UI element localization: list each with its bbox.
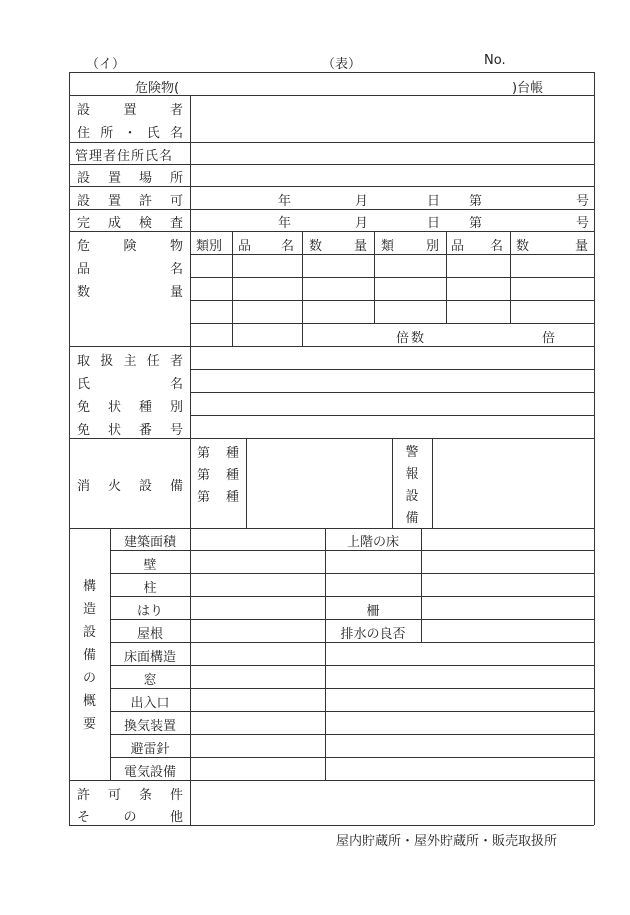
manager-label: 管理者住所氏名 [75, 149, 174, 164]
col-type: 類別 [196, 239, 223, 254]
structure-item: 床面構造 [123, 650, 176, 665]
license-number-label: 免 状 番 号 [77, 423, 183, 438]
upper-floor-label: 上階の床 [346, 535, 399, 550]
inspection-no: 第 [469, 216, 483, 231]
col-qty2: 数 量 [516, 239, 588, 254]
structure-item: 柱 [143, 581, 157, 596]
fire-kind-3: 第 種 [197, 490, 239, 505]
form-number-label: No. [484, 53, 506, 68]
handler-name-label: 氏 名 [77, 377, 183, 392]
fire-equipment-label: 消 火 設 備 [77, 479, 183, 494]
col-type2: 類 別 [381, 239, 439, 254]
inspection-month: 月 [355, 216, 369, 231]
col-qty: 数 量 [309, 239, 367, 254]
structure-item: はり [136, 604, 163, 619]
inspection-day: 日 [427, 216, 441, 231]
hazmat-qty-label: 数 量 [77, 285, 183, 300]
location-label: 設 置 場 所 [77, 171, 183, 186]
structure-item: 窓 [143, 673, 157, 688]
structure-item: 避雷針 [130, 742, 170, 757]
hazmat-label: 危 険 物 [77, 239, 183, 254]
conditions-label: 許 可 条 件 [77, 788, 183, 803]
drainage-label: 排水の良否 [340, 627, 406, 642]
conditions-other-label: そ の 他 [77, 810, 183, 825]
installer-label: 設 置 者 [77, 103, 183, 118]
handler-label: 取 扱 主 任 者 [77, 354, 183, 369]
col-name2: 品 名 [451, 239, 503, 254]
structure-item: 換気装置 [123, 719, 176, 734]
permit-day: 日 [427, 194, 441, 209]
form-side-label: （表） [322, 57, 362, 72]
multiple-label: 倍数 [396, 331, 427, 346]
inspection-year: 年 [278, 216, 292, 231]
permit-go: 号 [576, 194, 590, 209]
structure-item: 電気設備 [123, 765, 176, 780]
form-label-left: （イ） [86, 57, 126, 72]
license-type-label: 免 状 種 別 [77, 400, 183, 415]
structure-item: 屋根 [136, 627, 163, 642]
permit-no: 第 [469, 194, 483, 209]
structure-item: 出入口 [130, 696, 170, 711]
col-name: 品 名 [238, 239, 294, 254]
fire-kind-1: 第 種 [197, 446, 239, 461]
facility-type-footer: 屋内貯蔵所・屋外貯蔵所・販売取扱所 [336, 834, 558, 849]
installer-address-label: 住 所 ・ 氏 名 [77, 126, 183, 141]
fire-kind-2: 第 種 [197, 468, 239, 483]
hazmat-name-label: 品 名 [77, 262, 183, 277]
structure-item: 建築面積 [123, 535, 176, 550]
form-title-prefix: 危険物( [135, 81, 180, 96]
form-title-suffix: )台帳 [512, 81, 544, 96]
inspection-go: 号 [576, 216, 590, 231]
permit-year: 年 [278, 194, 292, 209]
fence-label: 柵 [366, 604, 380, 619]
permit-month: 月 [355, 194, 369, 209]
permit-label: 設 置 許 可 [77, 194, 183, 209]
inspection-label: 完 成 検 査 [77, 216, 183, 231]
alarm-equipment-label: 警 報 設 備 [405, 445, 419, 526]
times-label: 倍 [542, 331, 556, 346]
structure-item: 壁 [143, 558, 157, 573]
structure-section-label: 構 造 設 備 の 概 要 [82, 579, 96, 732]
